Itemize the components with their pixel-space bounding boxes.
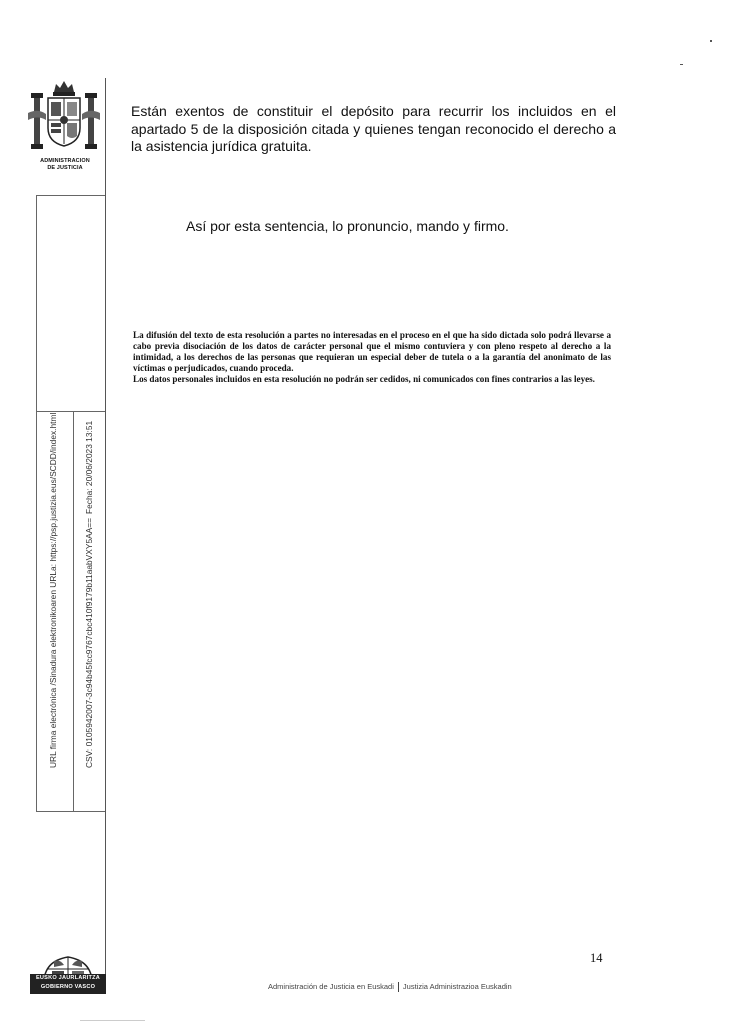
footer-left-text: Administración de Justicia en Euskadi: [268, 982, 394, 991]
footer-right-text: Justizia Administrazioa Euskadin: [402, 982, 512, 991]
margin-line: [105, 78, 106, 993]
scan-speck: [710, 40, 712, 42]
footer-separator: [398, 982, 399, 992]
administration-label: [22, 158, 108, 171]
footer: [268, 982, 588, 992]
notice-paragraph-1: La difusión del texto de esta resolución a partes no interesadas en el proceso en el que ha sido dictada solo podrá llevarse a cabo previa disociación de los datos de carácter personal que el mismo contuviera y con pleno respeto al derecho a la intimidad, a los derechos de las personas que requieran un especial deber de tutela o a la garantía del anonimato de las víctimas o perjudicados, cuando proceda.: [133, 330, 611, 373]
spanish-coat-of-arms-icon: [26, 78, 102, 158]
basque-label-line1: EUSKO JAURLARITZA: [36, 975, 100, 981]
data-protection-notice: [133, 330, 611, 385]
csv-code-text: CSV: 0105942007-3c94b45fcc9767cbc410f9179b11aabVXY5AA==: [84, 517, 94, 768]
basque-label-line2: GOBIERNO VASCO: [40, 984, 96, 990]
signature-date-text: Fecha: 20/06/2023 13:51: [84, 420, 94, 514]
verification-box: [36, 195, 105, 812]
scan-speck: [680, 64, 683, 65]
page-number: 14: [590, 951, 603, 965]
admin-label-line1: ADMINISTRACION: [40, 158, 90, 164]
admin-label-line2: DE JUSTICIA: [47, 164, 83, 171]
bottom-rule: [80, 1020, 145, 1021]
notice-paragraph-2: Los datos personales incluidos en esta resolución no podrán ser cedidos, ni comunicados con fines contrarios a las leyes.: [133, 374, 595, 384]
sentence-closing-paragraph: Así por esta sentencia, lo pronuncio, mando y firmo.: [186, 218, 509, 234]
deposit-exemption-paragraph: Están exentos de constituir el depósito para recurrir los incluidos en el apartado 5 de la disposición citada y quienes tengan reconocido el derecho a la asistencia jurídica gratuita.: [131, 103, 616, 154]
basque-government-label: [30, 974, 106, 994]
signature-url-text: URL firma electrónica /Sinadura elektronikoaren URLa: https://psp.justizia.eus/SCDD/index.html: [48, 412, 58, 768]
box-column-divider: [73, 411, 74, 811]
